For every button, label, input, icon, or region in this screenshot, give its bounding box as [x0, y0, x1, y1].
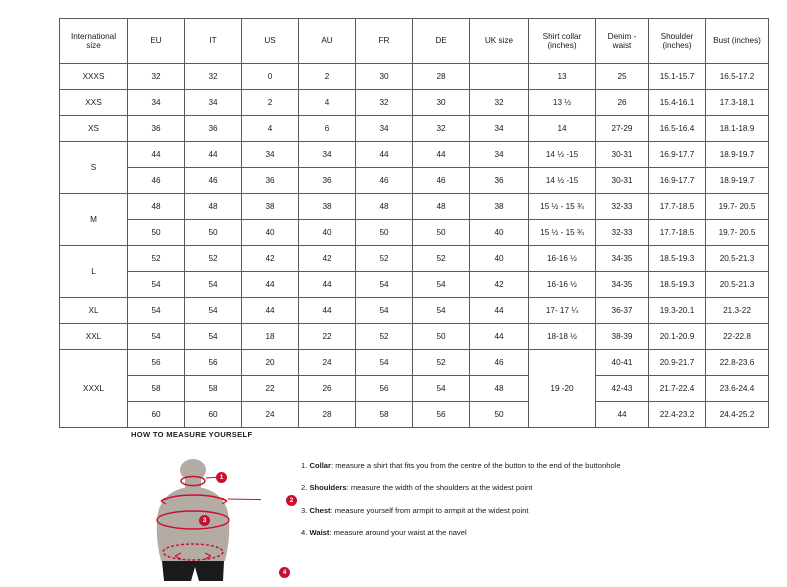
cell-collar: 18-18 ½: [529, 324, 596, 350]
cell-eu: 46: [128, 168, 185, 194]
cell-it: 58: [185, 376, 242, 402]
cell-au: 26: [299, 376, 356, 402]
cell-fr: 48: [356, 194, 413, 220]
cell-us: 44: [242, 298, 299, 324]
cell-it: 60: [185, 402, 242, 428]
cell-de: 56: [413, 402, 470, 428]
cell-shoulder: 17.7-18.5: [649, 194, 706, 220]
cell-denim: 40-41: [596, 350, 649, 376]
step-label: Waist: [309, 528, 330, 538]
step-text: : measure a shirt that fits you from the centre of the button to the end of the buttonhole: [331, 461, 621, 470]
step-label: Shoulders: [309, 483, 347, 493]
cell-it: 32: [185, 64, 242, 90]
col-header-bust: Bust (inches): [706, 19, 769, 64]
cell-denim: 25: [596, 64, 649, 90]
cell-uk: 38: [470, 194, 529, 220]
cell-eu: 34: [128, 90, 185, 116]
cell-de: 44: [413, 142, 470, 168]
cell-us: 34: [242, 142, 299, 168]
cell-it: 34: [185, 90, 242, 116]
col-header-au: AU: [299, 19, 356, 64]
measure-step-1: 1. Collar: measure a shirt that fits you from the centre of the button to the end of the buttonhole: [301, 461, 621, 470]
cell-denim: 26: [596, 90, 649, 116]
cell-eu: 36: [128, 116, 185, 142]
cell-denim: 44: [596, 402, 649, 428]
cell-eu: 52: [128, 246, 185, 272]
cell-us: 18: [242, 324, 299, 350]
table-row: [60, 376, 769, 402]
figure-badge-1: 1: [216, 472, 227, 483]
step-number: 2: [301, 483, 306, 493]
cell-au: 34: [299, 142, 356, 168]
cell-international-size: XXS: [60, 90, 128, 116]
cell-bust: 18.9-19.7: [706, 142, 769, 168]
cell-collar: 19 -20: [529, 350, 596, 428]
cell-denim: 34-35: [596, 272, 649, 298]
measure-step-3: 3. Chest: measure yourself from armpit to armpit at the widest point: [301, 505, 529, 515]
cell-uk: [470, 64, 529, 90]
table-row: [60, 90, 769, 116]
cell-denim: 27-29: [596, 116, 649, 142]
cell-collar: 14: [529, 116, 596, 142]
cell-de: 48: [413, 194, 470, 220]
col-header-us: US: [242, 19, 299, 64]
step-label: Collar: [309, 461, 331, 470]
table-row: [60, 272, 769, 298]
table-header: [60, 19, 769, 64]
cell-fr: 46: [356, 168, 413, 194]
cell-eu: 54: [128, 272, 185, 298]
table-row: [60, 168, 769, 194]
cell-de: 54: [413, 298, 470, 324]
cell-shoulder: 22.4-23.2: [649, 402, 706, 428]
cell-us: 4: [242, 116, 299, 142]
step-text: : measure the width of the shoulders at the widest point: [346, 483, 533, 493]
cell-de: 46: [413, 168, 470, 194]
cell-fr: 58: [356, 402, 413, 428]
cell-au: 42: [299, 246, 356, 272]
cell-uk: 44: [470, 298, 529, 324]
col-header-eu: EU: [128, 19, 185, 64]
step-number: 1: [301, 461, 306, 470]
cell-it: 48: [185, 194, 242, 220]
cell-collar: 14 ½ -15: [529, 142, 596, 168]
cell-fr: 34: [356, 116, 413, 142]
cell-it: 52: [185, 246, 242, 272]
cell-collar: 13 ½: [529, 90, 596, 116]
cell-shoulder: 20.9-21.7: [649, 350, 706, 376]
cell-international-size: S: [60, 142, 128, 194]
cell-eu: 58: [128, 376, 185, 402]
cell-fr: 30: [356, 64, 413, 90]
cell-eu: 54: [128, 324, 185, 350]
col-header-international-size: International size: [60, 19, 128, 64]
cell-international-size: XS: [60, 116, 128, 142]
step-text: : measure yourself from armpit to armpit at the widest point: [330, 505, 529, 515]
cell-us: 40: [242, 220, 299, 246]
table-row: [60, 246, 769, 272]
figure-badge-4: 4: [279, 567, 290, 578]
cell-collar: 16-16 ½: [529, 246, 596, 272]
cell-fr: 54: [356, 298, 413, 324]
cell-fr: 50: [356, 220, 413, 246]
cell-it: 54: [185, 324, 242, 350]
cell-uk: 46: [470, 350, 529, 376]
col-header-uk-size: UK size: [470, 19, 529, 64]
size-chart-table: [59, 18, 769, 428]
figure-badge-3: 3: [199, 515, 210, 526]
cell-bust: 22-22.8: [706, 324, 769, 350]
col-header-it: IT: [185, 19, 242, 64]
cell-us: 22: [242, 376, 299, 402]
cell-collar: 16-16 ½: [529, 272, 596, 298]
cell-us: 2: [242, 90, 299, 116]
cell-it: 54: [185, 272, 242, 298]
cell-us: 36: [242, 168, 299, 194]
cell-shoulder: 16.9-17.7: [649, 168, 706, 194]
cell-shoulder: 16.5-16.4: [649, 116, 706, 142]
cell-bust: 22.8-23.6: [706, 350, 769, 376]
cell-it: 50: [185, 220, 242, 246]
table-row: [60, 220, 769, 246]
cell-eu: 50: [128, 220, 185, 246]
cell-international-size: XXL: [60, 324, 128, 350]
cell-us: 38: [242, 194, 299, 220]
cell-bust: 17.3-18.1: [706, 90, 769, 116]
cell-bust: 19.7- 20.5: [706, 220, 769, 246]
cell-fr: 54: [356, 272, 413, 298]
cell-uk: 32: [470, 90, 529, 116]
step-number: 3: [301, 505, 306, 515]
cell-au: 24: [299, 350, 356, 376]
cell-de: 28: [413, 64, 470, 90]
cell-collar: 17- 17 ¼: [529, 298, 596, 324]
table-row: [60, 64, 769, 90]
cell-shoulder: 20.1-20.9: [649, 324, 706, 350]
cell-denim: 38-39: [596, 324, 649, 350]
table-row: [60, 298, 769, 324]
cell-uk: 34: [470, 116, 529, 142]
col-header-de: DE: [413, 19, 470, 64]
cell-fr: 56: [356, 376, 413, 402]
cell-international-size: M: [60, 194, 128, 246]
cell-uk: 48: [470, 376, 529, 402]
cell-au: 28: [299, 402, 356, 428]
cell-shoulder: 15.4-16.1: [649, 90, 706, 116]
cell-international-size: XXXS: [60, 64, 128, 90]
step-text: : measure around your waist at the navel: [329, 528, 467, 538]
col-header-shirt-collar: Shirt collar (inches): [529, 19, 596, 64]
how-to-measure-title: HOW TO MEASURE YOURSELF: [131, 430, 253, 439]
cell-au: 44: [299, 272, 356, 298]
figure-badge-2: 2: [286, 495, 297, 506]
cell-international-size: L: [60, 246, 128, 298]
cell-uk: 34: [470, 142, 529, 168]
table-row: [60, 324, 769, 350]
cell-eu: 48: [128, 194, 185, 220]
cell-bust: 21.3-22: [706, 298, 769, 324]
cell-uk: 42: [470, 272, 529, 298]
cell-shoulder: 19.3-20.1: [649, 298, 706, 324]
cell-bust: 16.5-17.2: [706, 64, 769, 90]
cell-denim: 42-43: [596, 376, 649, 402]
cell-de: 30: [413, 90, 470, 116]
cell-shoulder: 21.7-22.4: [649, 376, 706, 402]
cell-denim: 34-35: [596, 246, 649, 272]
cell-collar: 15 ½ - 15 ¾: [529, 194, 596, 220]
cell-fr: 52: [356, 246, 413, 272]
cell-eu: 60: [128, 402, 185, 428]
cell-au: 2: [299, 64, 356, 90]
cell-international-size: XXXL: [60, 350, 128, 428]
cell-au: 22: [299, 324, 356, 350]
cell-au: 44: [299, 298, 356, 324]
cell-collar: 14 ½ -15: [529, 168, 596, 194]
cell-eu: 44: [128, 142, 185, 168]
cell-it: 56: [185, 350, 242, 376]
cell-de: 52: [413, 350, 470, 376]
cell-eu: 56: [128, 350, 185, 376]
cell-denim: 30-31: [596, 168, 649, 194]
cell-denim: 32-33: [596, 220, 649, 246]
cell-collar: 15 ½ - 15 ¾: [529, 220, 596, 246]
table-row: [60, 402, 769, 428]
cell-bust: 20.5-21.3: [706, 272, 769, 298]
cell-us: 44: [242, 272, 299, 298]
cell-shoulder: 17.7-18.5: [649, 220, 706, 246]
cell-au: 4: [299, 90, 356, 116]
col-header-fr: FR: [356, 19, 413, 64]
measure-step-2: 2. Shoulders: measure the width of the shoulders at the widest point: [301, 483, 533, 493]
measure-steps-list: [301, 461, 721, 551]
mannequin-figure-icon: [131, 457, 261, 582]
measure-step-4: 4. Waist: measure around your waist at the navel: [301, 528, 467, 538]
cell-fr: 44: [356, 142, 413, 168]
cell-it: 54: [185, 298, 242, 324]
cell-au: 40: [299, 220, 356, 246]
cell-eu: 32: [128, 64, 185, 90]
cell-bust: 24.4-25.2: [706, 402, 769, 428]
cell-it: 36: [185, 116, 242, 142]
cell-bust: 18.1-18.9: [706, 116, 769, 142]
cell-shoulder: 15.1-15.7: [649, 64, 706, 90]
cell-de: 54: [413, 272, 470, 298]
cell-de: 52: [413, 246, 470, 272]
table-body: [60, 64, 769, 428]
table-row: [60, 116, 769, 142]
cell-uk: 44: [470, 324, 529, 350]
table-row: [60, 350, 769, 376]
step-number: 4: [301, 528, 306, 538]
cell-fr: 32: [356, 90, 413, 116]
cell-au: 38: [299, 194, 356, 220]
cell-denim: 36-37: [596, 298, 649, 324]
cell-uk: 40: [470, 220, 529, 246]
cell-bust: 18.9-19.7: [706, 168, 769, 194]
body-figure-illustration: [131, 457, 294, 582]
cell-collar: 13: [529, 64, 596, 90]
cell-au: 36: [299, 168, 356, 194]
cell-eu: 54: [128, 298, 185, 324]
cell-it: 44: [185, 142, 242, 168]
cell-denim: 30-31: [596, 142, 649, 168]
cell-it: 46: [185, 168, 242, 194]
cell-au: 6: [299, 116, 356, 142]
cell-international-size: XL: [60, 298, 128, 324]
cell-fr: 52: [356, 324, 413, 350]
table-row: [60, 142, 769, 168]
cell-bust: 20.5-21.3: [706, 246, 769, 272]
cell-bust: 19.7- 20.5: [706, 194, 769, 220]
cell-us: 24: [242, 402, 299, 428]
cell-shoulder: 18.5-19.3: [649, 246, 706, 272]
cell-de: 32: [413, 116, 470, 142]
col-header-shoulder: Shoulder (inches): [649, 19, 706, 64]
cell-de: 54: [413, 376, 470, 402]
cell-uk: 36: [470, 168, 529, 194]
cell-uk: 50: [470, 402, 529, 428]
table-row: [60, 194, 769, 220]
cell-de: 50: [413, 324, 470, 350]
cell-us: 20: [242, 350, 299, 376]
how-to-measure-section: [131, 430, 731, 576]
cell-shoulder: 16.9-17.7: [649, 142, 706, 168]
cell-bust: 23.6-24.4: [706, 376, 769, 402]
cell-shoulder: 18.5-19.3: [649, 272, 706, 298]
col-header-denim-waist: Denim - waist: [596, 19, 649, 64]
cell-uk: 40: [470, 246, 529, 272]
step-label: Chest: [309, 505, 331, 515]
cell-de: 50: [413, 220, 470, 246]
table-header-row: [60, 19, 769, 64]
cell-denim: 32-33: [596, 194, 649, 220]
cell-fr: 54: [356, 350, 413, 376]
cell-us: 0: [242, 64, 299, 90]
cell-us: 42: [242, 246, 299, 272]
